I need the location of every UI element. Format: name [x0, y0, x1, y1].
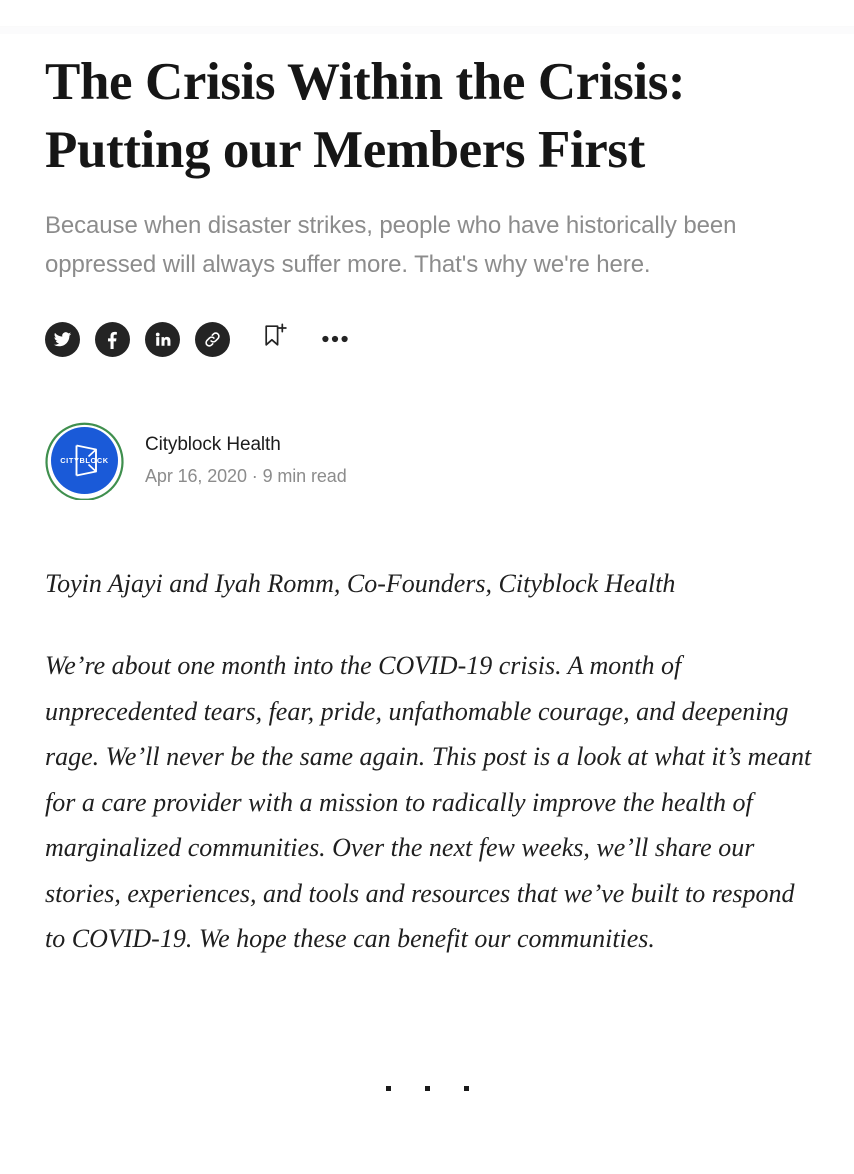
author-block [45, 357, 820, 500]
more-options-button[interactable] [320, 323, 350, 355]
share-twitter-button[interactable] [45, 322, 80, 357]
page-title: The Crisis Within the Crisis: Putting our Members First [45, 53, 686, 179]
author-meta [145, 432, 347, 489]
divider-dot [386, 1086, 391, 1091]
facebook-icon [103, 330, 122, 349]
article-paragraph: We’re about one month into the COVID-19 crisis. A month of unprecedented tears, fear, pride, unfathomable courage, and deepening rage. We’ll never be the same again. This post is a look at what it’s meant for a care provider with a mission to radically improve the health of marginalized communities. Over the next few weeks, we’ll share our stories, experiences, and tools and resources that we’ve built to respond to COVID-19. We hope these can benefit our communities. [45, 651, 812, 953]
author-name[interactable]: Cityblock Health [145, 434, 281, 455]
avatar-circle [51, 427, 118, 494]
share-link-button[interactable] [195, 322, 230, 357]
section-divider [0, 1068, 854, 1108]
share-linkedin-button[interactable] [145, 322, 180, 357]
twitter-icon [53, 330, 72, 349]
avatar[interactable] [45, 421, 124, 500]
ellipsis-icon [322, 330, 348, 348]
bookmark-add-icon [263, 323, 289, 355]
link-icon [203, 330, 222, 349]
linkedin-icon [154, 330, 172, 348]
share-facebook-button[interactable] [95, 322, 130, 357]
divider-dot [464, 1086, 469, 1091]
bookmark-add-button[interactable] [261, 323, 291, 355]
share-toolbar [45, 284, 820, 357]
author-date-readtime: Apr 16, 2020 · 9 min read [145, 466, 347, 486]
divider-dot [425, 1086, 430, 1091]
avatar-wordmark: CITYBLOCK [60, 456, 109, 465]
article-subtitle: Because when disaster strikes, people who have historically been oppressed will always suffer more. That's why we're here. [45, 212, 737, 278]
article-content [45, 0, 820, 962]
article-byline: Toyin Ajayi and Iyah Romm, Co-Founders, Cityblock Health [45, 569, 676, 598]
